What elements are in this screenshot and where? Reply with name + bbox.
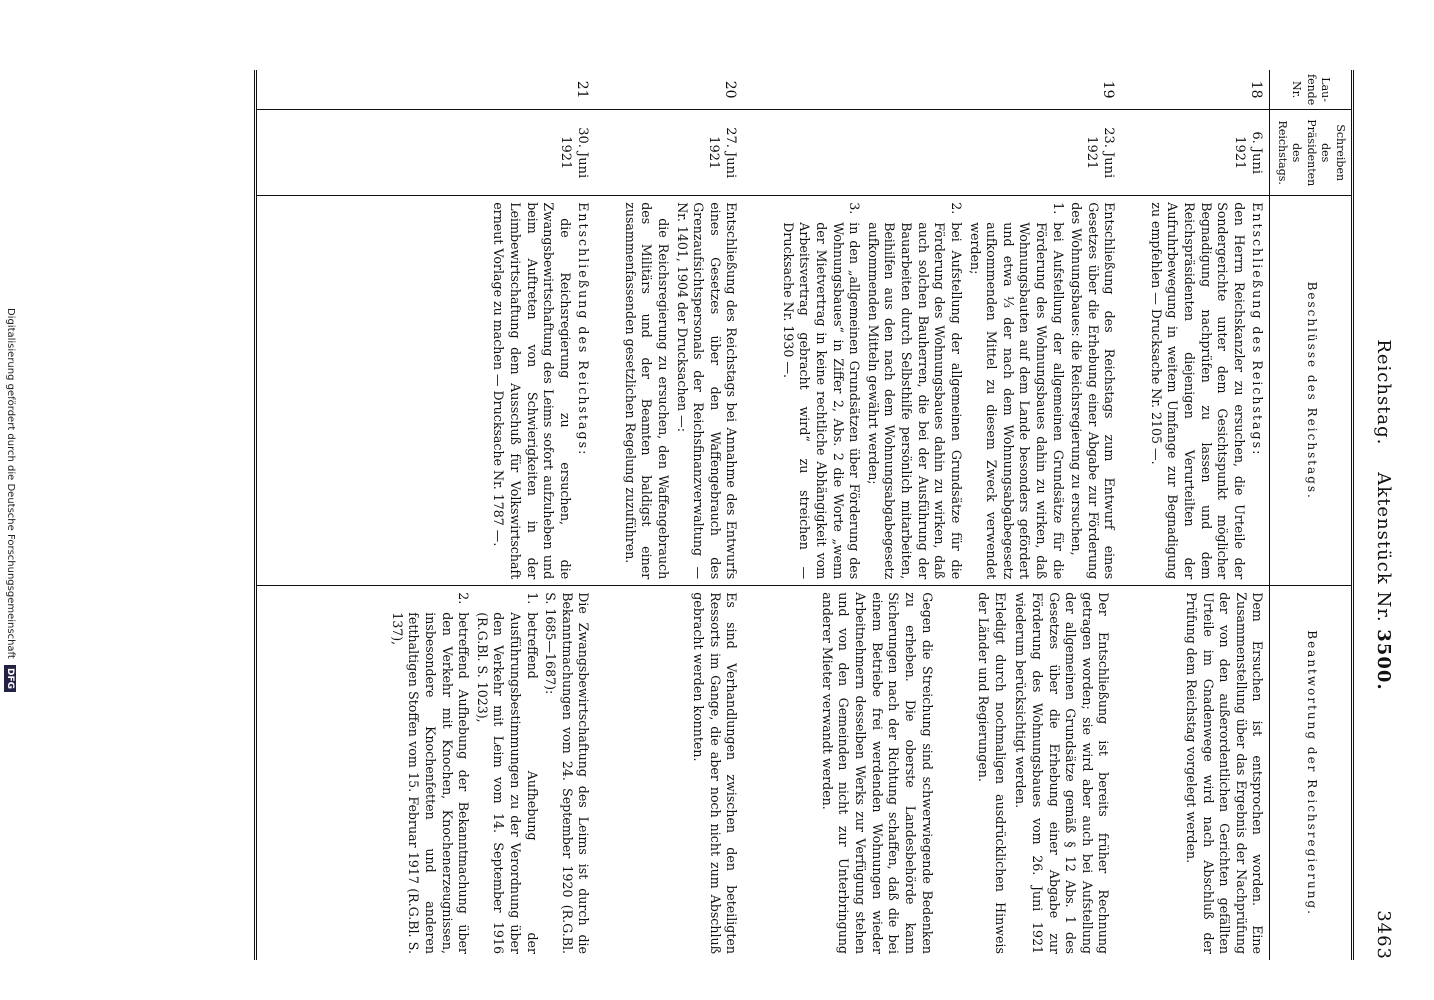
row-nr: 20 [722, 80, 739, 99]
antwort-item [473, 592, 539, 954]
beschluss-text: den Herrn Reichskanzler zu ersuchen, die Urteile der Sondergerichte unter dem Gesichtspunkt möglicher Begnadigung nachprüfen zu lassen und dem Reichspräsidenten diejenigen Verurteilten der Aufruhrbewegung in weitem Umfange zur Begnadigung zu empfehlen — Drucksache Nr. 2105 —. [1148, 202, 1247, 580]
item-text: bei Aufstellung der allgemeinen Grundsätze für die Förderung des Wohnungsbaues dahin zu wirken, daß auch solchen Bauherren, die bei der Ausführung der Bauarbeiten durch Selbsthilfe persönlich mitarbeiten, Beihilfen aus den nach dem Wohnungsabgabegesetz aufkommenden Mitteln gewährt werden; [865, 222, 964, 580]
col-header-nr: Lau-fende Nr. [1270, 70, 1353, 110]
table-row [743, 70, 1121, 960]
table-row [256, 70, 596, 960]
item-number: 1. [1050, 202, 1066, 215]
table-row [1121, 70, 1270, 960]
beschluss-intro: Entschließung des Reichstags zum Entwurf eines Gesetzes über die Erhebung einer Abgabe zur Förderung des Wohnungsbaues: die Reichsregierung zu ersuchen, [1069, 202, 1118, 580]
item-text: betreffend Aufhebung der Ausführungsbestimmungen zu der Verordnung über den Verkehr mit Leim vom 14. September 1916 (R.G.Bl. S. 1023), [474, 612, 540, 954]
antwort-paragraph: Erledigt durch nochmaligen ausdrücklichen Hinweis der Länder und Regierungen. [976, 592, 1008, 954]
page-title [1373, 339, 1394, 690]
beschluss-intro: Entschließung des Reichstags: [1250, 202, 1266, 457]
item-number: 2. [948, 202, 964, 215]
col-header-antwort: Beantwortung der Reichsregierung. [1270, 586, 1353, 960]
beschluss-text: die Reichsregierung zu ersuchen, den Waffengebrauch des Militärs und der Beamten baldigst einer zusammenfassenden gesetzlichen Regelung zuzuführen. [622, 202, 671, 580]
header-reichstag: Reichstag. [1373, 339, 1394, 446]
col-header-beschluesse: Beschlüsse des Reichstags. [1270, 196, 1353, 586]
table-row [595, 70, 743, 960]
digitization-text: Digitalisierung gefördert durch die Deutsche Forschungsgemeinschaft [5, 307, 16, 659]
dfg-logo: DFG [4, 665, 16, 692]
digitization-note [4, 0, 16, 1000]
row-beschluss [256, 196, 596, 586]
beschluss-item [779, 202, 862, 579]
antwort-text: Es sind Verhandlungen zwischen den beteiligten Ressorts im Gange, die aber noch nicht zum Abschluß gebracht werden konnten. [691, 592, 740, 954]
antwort-paragraph: Der Entschließung ist bereits früher Rechnung getragen worden; sie wird aber auch bei Aufstellung der allgemeinen Grundsätze gemäß § 12 Abs. 1 des Gesetzes über die Erhebung einer Abgabe zur Förderung des Wohnungsbaues vom 26. Juni 1921 wiederum berücksichtigt werden. [1013, 592, 1112, 954]
row-nr: 19 [1100, 80, 1117, 99]
beschluss-text: die Reichsregierung zu ersuchen, die Zwangsbewirtschaftung des Leims sofort aufzuheben und beim Auftreten von Schwierigkeiten in der Leimbewirtschaftung dem Ausschuß für Volkswirtschaft erneut Vorlage zu machen — Drucksache Nr. 1787 —. [491, 202, 573, 580]
row-date: 23. Juni 1921 [743, 110, 1121, 196]
beschluss-item [966, 202, 1066, 579]
row-antwort [1121, 586, 1270, 960]
item-number: 3. [847, 202, 863, 215]
row-beschluss [743, 196, 1121, 586]
item-text: bei Aufstellung der allgemeinen Grundsätze für die Förderung des Wohnungsbaues dahin zu wirken, daß Wohnungsbauten auf dem Lande besonders gefördert und etwa ⅓ der nach dem Wohnungsabgabegesetz aufkommenden Mittel zu diesem Zweck verwendet werden; [967, 222, 1066, 580]
antwort-text: Dem Ersuchen ist entsprochen worden. Eine Zusammenstellung über das Ergebnis der Nachprüfung der von den außerordentlichen Gerichten gefällten Urteile im Gnadenwege wird nach Abschluß der Prüfung dem Reichstag vorgelegt werden. [1183, 592, 1266, 954]
table-header-row [1270, 70, 1353, 960]
antwort-item [388, 592, 471, 954]
row-antwort [595, 586, 743, 960]
header-number: 3500. [1373, 629, 1394, 691]
page-number: 3463 [1373, 910, 1394, 960]
row-antwort [743, 586, 1121, 960]
item-number: 1. [524, 592, 540, 605]
row-beschluss [1121, 196, 1270, 586]
antwort-paragraph: Gegen die Streichung sind schwerwiegende Bedenken zu erheben. Die oberste Landesbehörde kann Sicherungen nach der Richtung schaffen, daß die bei einem Betriebe frei werdenden Wohnungen wieder Arbeitnehmern desselben Werks zur Verfügung stehen und von den Gemeinden nicht zur Unterbringung anderer Mieter verwandt werden. [819, 592, 935, 954]
col-header-date: Schreiben des Präsidenten des Reichstags. [1270, 110, 1353, 196]
row-date: 27. Juni 1921 [595, 110, 743, 196]
row-nr: 18 [1248, 80, 1265, 99]
running-head [1354, 70, 1394, 960]
header-aktenstueck: Aktenstück Nr. [1373, 472, 1394, 623]
row-beschluss [595, 196, 743, 586]
row-date: 6. Juni 1921 [1121, 110, 1270, 196]
records-table [254, 70, 1354, 960]
row-date: 30. Juni 1921 [256, 110, 596, 196]
item-text: in den „allgemeinen Grundsätzen über Förderung des Wohnungsbaues“ in Ziffer 2, Abs. 2 die Worte „wenn der Mietvertrag in keine rechtliche Abhängigkeit vom Arbeitsvertrag gebracht wird“ zu streichen — Drucksache Nr. 1930 —. [780, 222, 863, 580]
beschluss-intro: Entschließung des Reichstags: [576, 202, 592, 457]
row-antwort [256, 586, 596, 960]
antwort-intro: Die Zwangsbewirtschaftung des Leims ist durch die Bekanntmachungen vom 24. September 1920 (R.G.Bl. S. 1685—1687): [543, 592, 592, 954]
beschluss-item [864, 202, 964, 579]
row-nr: 21 [574, 80, 591, 99]
item-text: betreffend Aufhebung der Bekanntmachung über den Verkehr mit Knochen, Knochenerzeugnissen, insbesondere Knochenfetten und anderen fetthaltigen Stoffen vom 15. Februar 1917 (R.G.Bl. S. 137), [389, 612, 472, 954]
item-number: 2. [456, 592, 472, 605]
beschluss-intro: Entschließung des Reichstags bei Annahme des Entwurfs eines Gesetzes über den Waffengebrauch des Grenzaufsichtspersonals der Reichsfinanzverwaltung — Nr. 1401, 1904 der Drucksachen —: [674, 202, 740, 580]
